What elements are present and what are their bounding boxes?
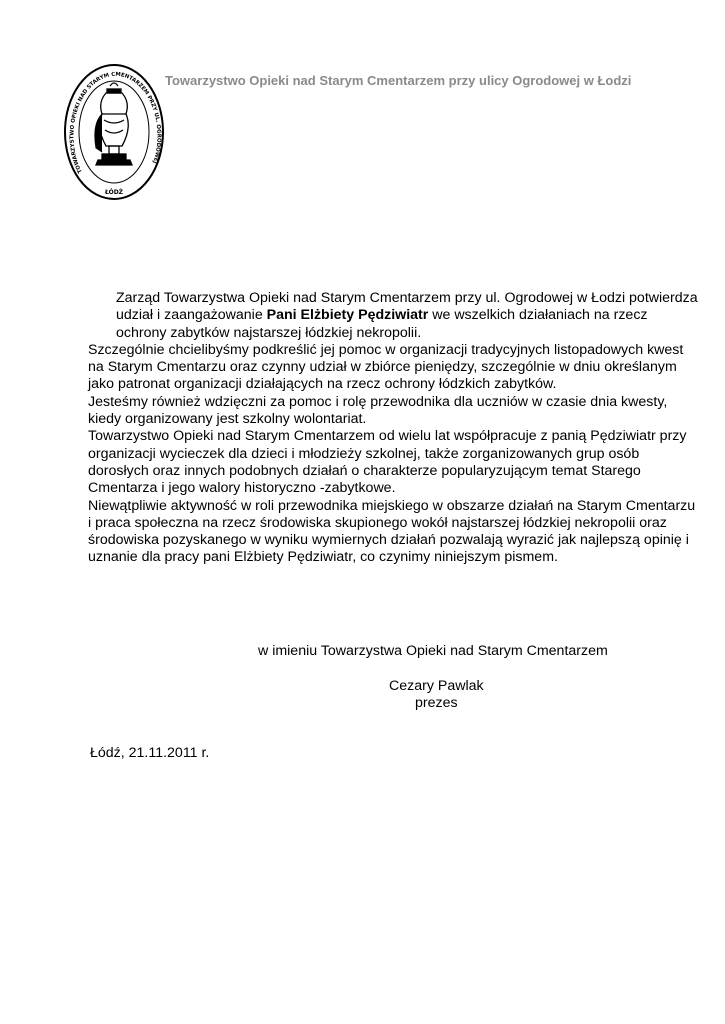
letter-paragraph-1: Zarząd Towarzystwa Opieki nad Starym Cmentarzem przy ul. Ogrodowej w Łodzi potwierdza udział i zaangażowanie Pani Elżbiety Pędziwiatr we wszelkich działaniach na rzecz ochrony zabytków najstarszej łódzkiej nekropolii.	[116, 290, 698, 341]
letter-body	[88, 290, 698, 567]
urn-icon	[95, 83, 132, 165]
letter-paragraph-5: Niewątpliwie aktywność w roli przewodnika miejskiego w obszarze działań na Starym Cmentarzu i praca społeczna na rzecz środowiska skupionego wokół najstarszej łódzkiej nekropolii oraz środowiska pozyskanego w wyniku wymiernych działań pozwalają wyrazić jak najlepszą opinię i uznanie dla pracy pani Elżbiety Pędziwiatr, co czynimy niniejszym pismem.	[88, 497, 696, 566]
place-and-date: Łódź, 21.11.2011 r.	[90, 745, 210, 761]
letter-paragraph-4: Towarzystwo Opieki nad Starym Cmentarzem od wielu lat współpracuje z panią Pędziwiatr przy organizacji wycieczek dla dzieci i młodzieży szkolnej, także zorganizowanych grup osób dorosłych oraz innych podobnych działań o charakterze popularyzującym temat Starego Cmentarza i jego walory historyczno -zabytkowe.	[88, 428, 687, 497]
signatory-role: prezes	[415, 695, 458, 711]
seal-city-text: ŁÓDŹ	[104, 189, 124, 196]
signature-on-behalf: w imieniu Towarzystwa Opieki nad Starym Cmentarzem	[258, 643, 608, 659]
letter-paragraph-3: Jesteśmy również wdzięczni za pomoc i rolę przewodnika dla uczniów w czasie dnia kwesty, kiedy organizowany jest szkolny wolontariat.	[88, 393, 668, 428]
society-seal-logo	[62, 62, 166, 202]
letter-paragraph-2: Szczególnie chcielibyśmy podkreślić jej pomoc w organizacji tradycyjnych listopadowych kwest na Starym Cmentarzu oraz czynny udział w zbiórce pieniędzy, szczególnie w dniu określanym jako patronat organizacji działających na rzecz ochrony łódzkich zabytków.	[88, 341, 684, 393]
seal-ring-text: TOWARZYSTWO OPIEKI NAD STARYM CMENTARZEM PRZY UL. OGRODOWEJ	[69, 71, 162, 174]
signatory-name: Cezary Pawlak	[389, 678, 484, 694]
honoree-name: Pani Elżbiety Pędziwiatr	[266, 307, 429, 324]
organization-header-title: Towarzystwo Opieki nad Starym Cmentarzem przy ulicy Ogrodowej w Łodzi	[165, 73, 632, 88]
